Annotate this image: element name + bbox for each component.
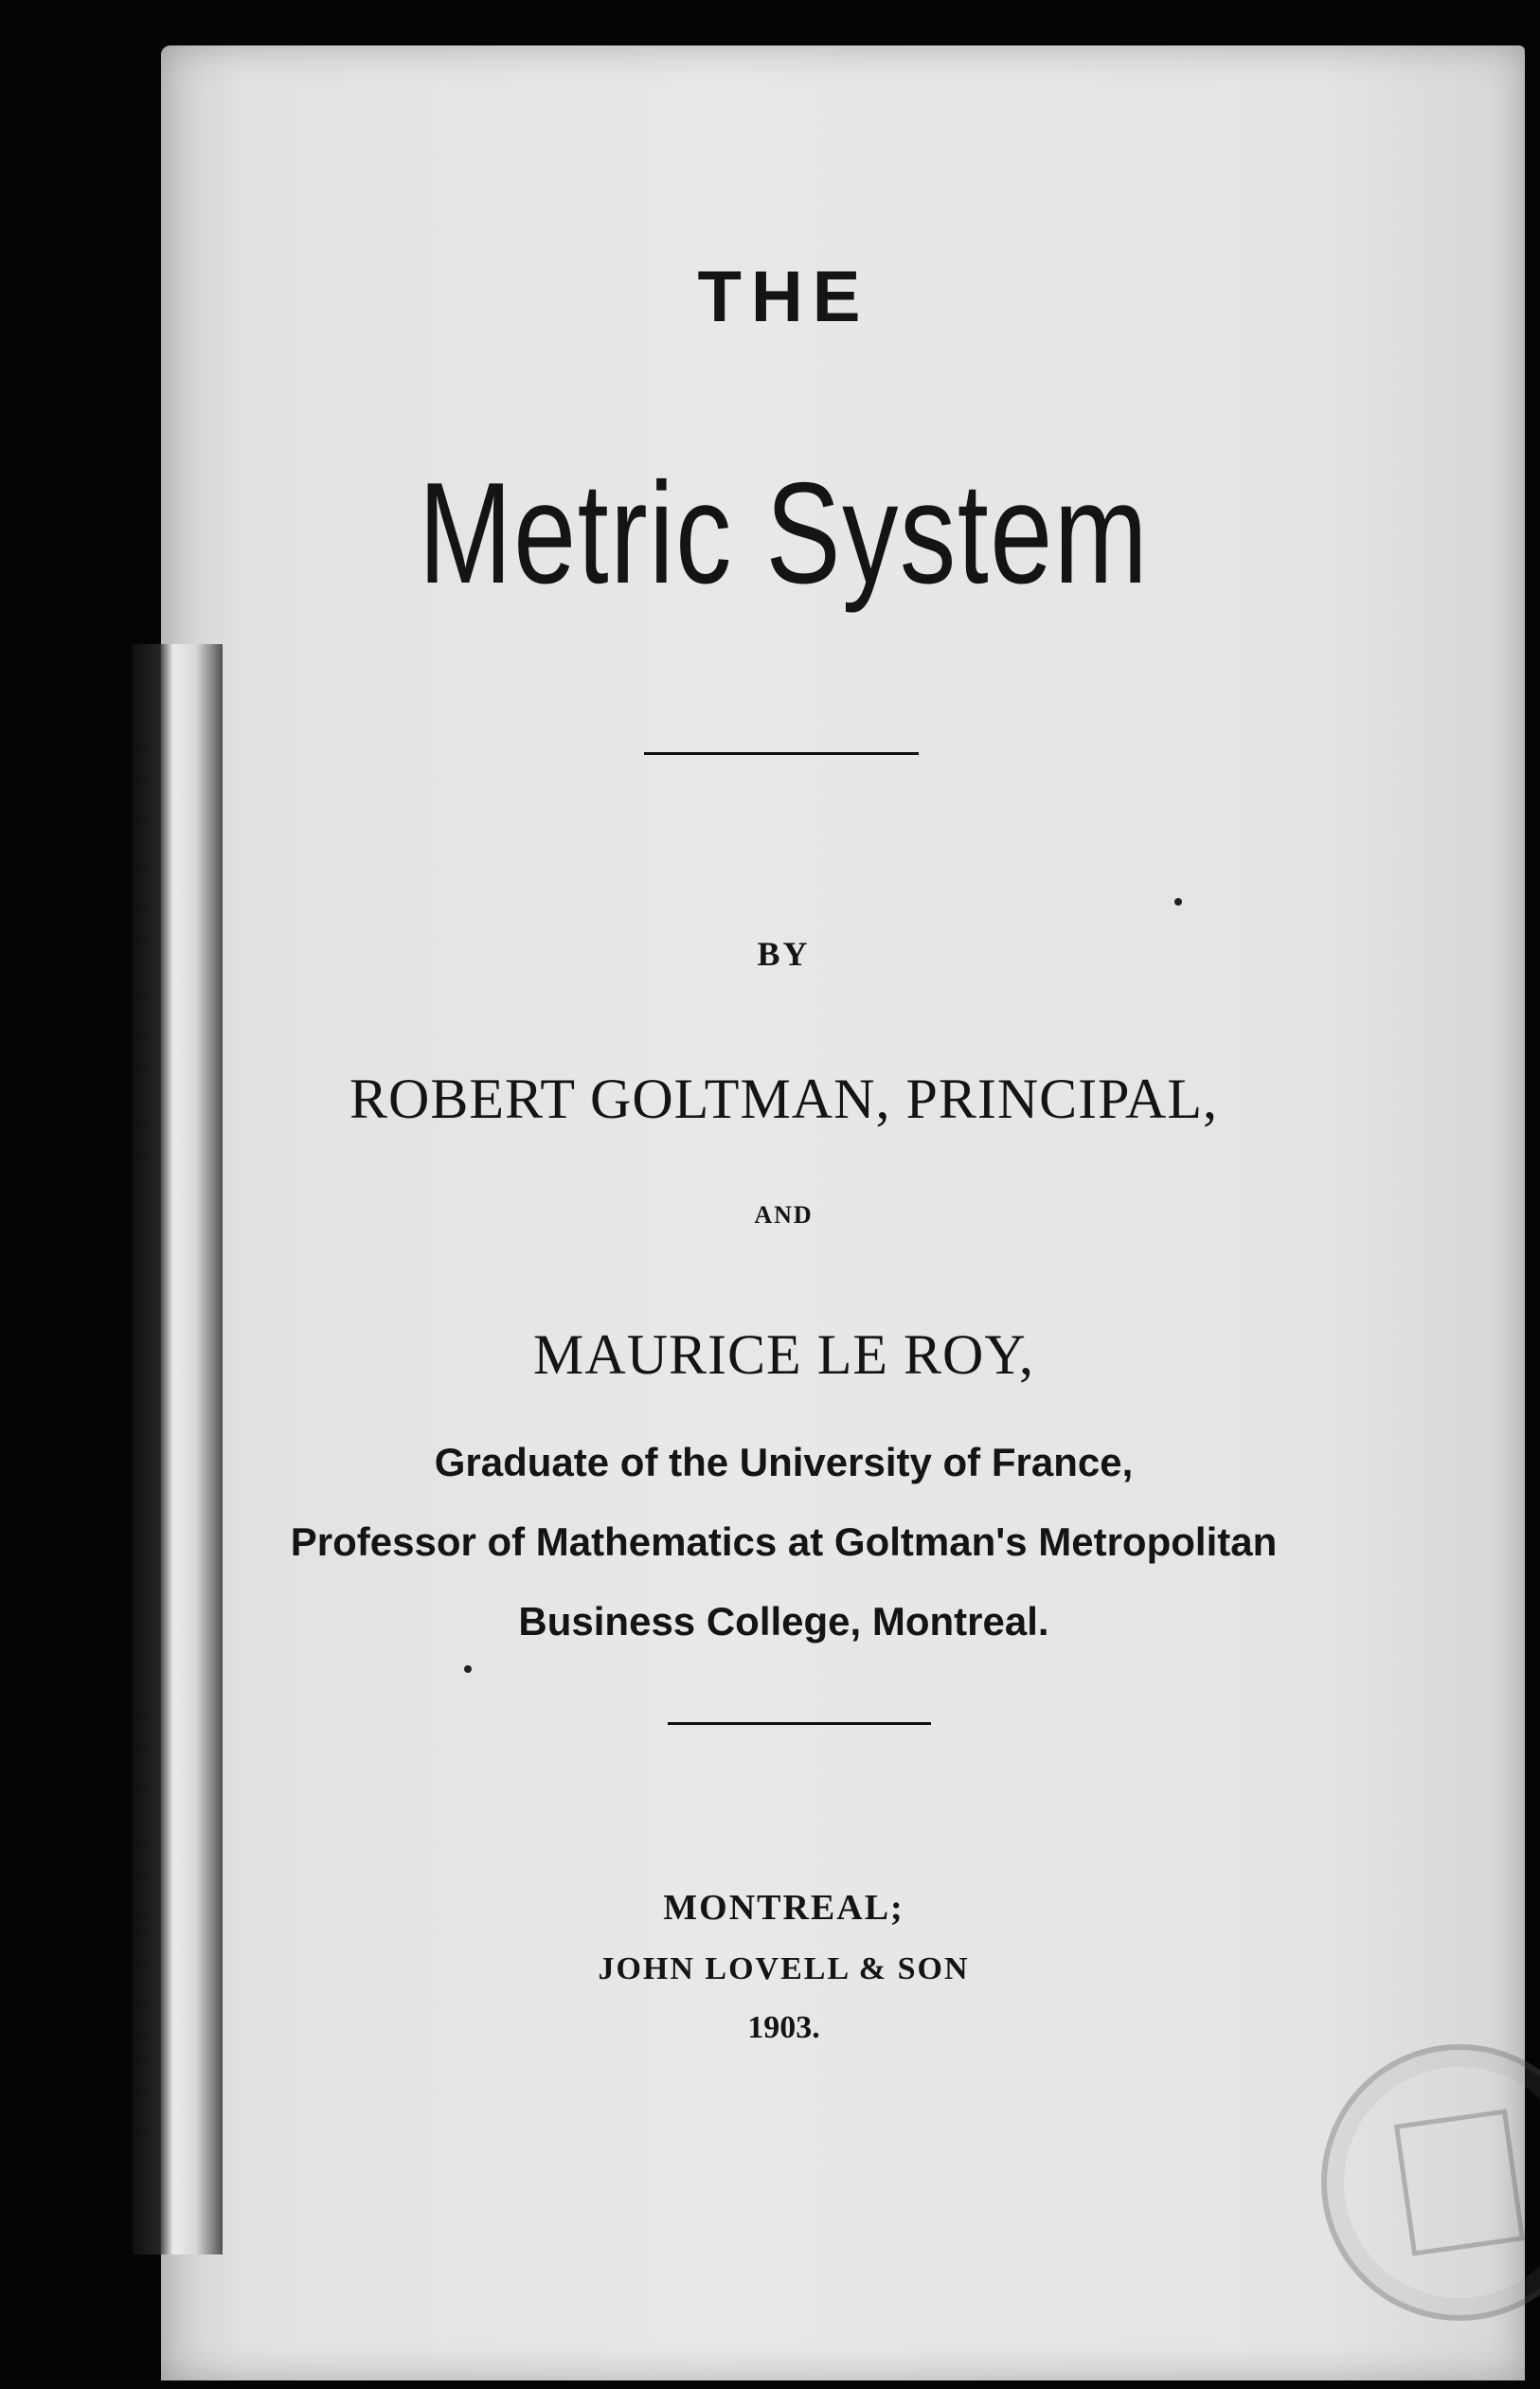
author-goltman: ROBERT GOLTMAN, PRINCIPAL,: [349, 1068, 1218, 1130]
credential-line-2: Professor of Mathematics at Goltman's Metropolitan: [290, 1519, 1278, 1564]
imprint-city: MONTREAL;: [663, 1888, 904, 1928]
ink-speck: [1174, 898, 1182, 906]
book-title: Metric System: [418, 453, 1150, 614]
author-le-roy: MAURICE LE ROY,: [533, 1323, 1034, 1386]
and-label: AND: [754, 1201, 814, 1229]
credential-line-3: Business College, Montreal.: [518, 1599, 1049, 1644]
credential-line-1: Graduate of the University of France,: [434, 1440, 1134, 1484]
library-stamp: [1321, 2044, 1540, 2321]
divider-bottom: [668, 1722, 931, 1725]
imprint-publisher: JOHN LOVELL & SON: [598, 1951, 970, 1986]
divider-top: [644, 752, 919, 755]
stamp-emblem: [1394, 2109, 1525, 2255]
title-page-content: [161, 45, 1525, 2380]
ink-speck: [464, 1665, 472, 1673]
title-article: THE: [697, 257, 870, 337]
imprint-year: 1903.: [747, 2010, 820, 2045]
by-label: BY: [757, 935, 811, 973]
